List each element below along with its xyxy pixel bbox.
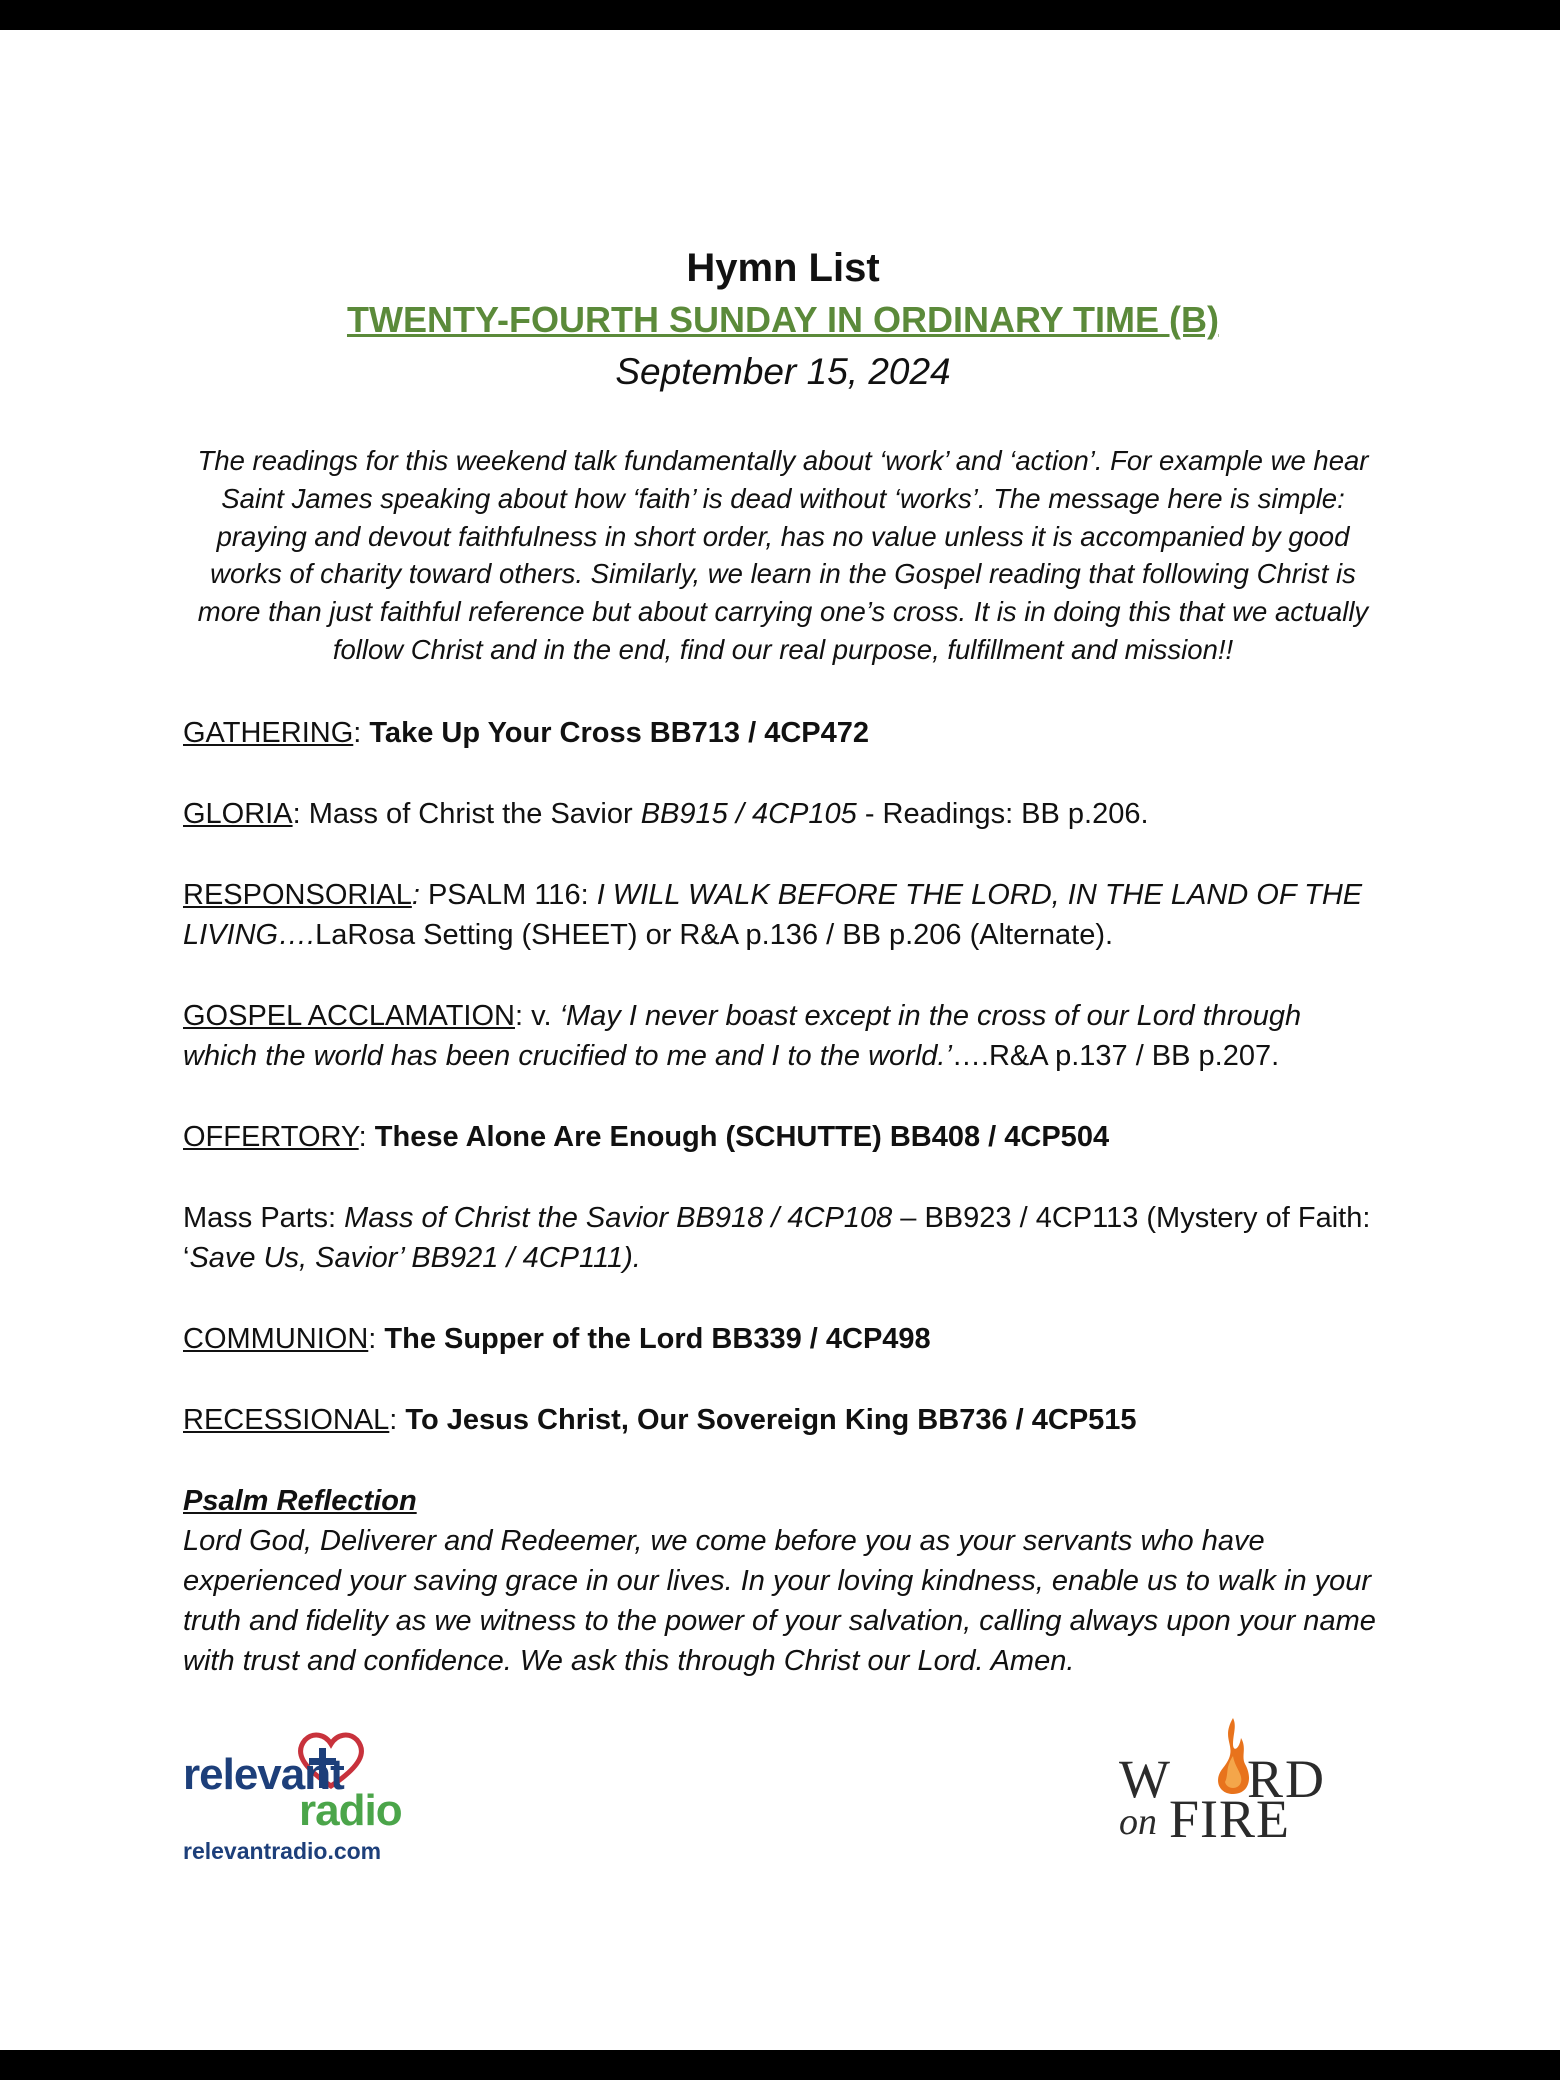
psalm-number: PSALM 116: <box>419 878 597 911</box>
mass-parts-label: Mass Parts: <box>183 1201 345 1234</box>
separator: : <box>292 797 309 830</box>
communion-hymn: The Supper of the Lord BB339 / 4CP498 <box>384 1322 931 1355</box>
separator: : <box>411 878 420 911</box>
intro-paragraph: The readings for this weekend talk fundamentally about ‘work’ and ‘action’. For example we hear Saint James speaking about how ‘faith’ is dead without ‘works’. The message here is simple: praying and devout faithfulness in short order, has no value unless it is accompanied by good works of charity toward others. Similarly, we learn in the Gospel reading that following Christ is more than just faithful reference but about carrying one’s cross. It is in doing this that we actually follow Christ and in the end, find our real purpose, fulfillment and mission!! <box>197 445 1369 665</box>
gathering-label: GATHERING <box>183 716 354 749</box>
reflection-title: Psalm Reflection <box>183 1484 417 1517</box>
document-page <box>0 30 1560 2050</box>
gathering-entry <box>183 713 1383 753</box>
offertory-hymn: These Alone Are Enough (SCHUTTE) BB408 / 4CP504 <box>374 1120 1110 1153</box>
gloria-text: Mass of Christ the Savior <box>308 797 641 830</box>
reflection-text: Lord God, Deliverer and Redeemer, we come before you as your servants who have experienced your saving grace in our lives. In your loving kindness, enable us to walk in your truth and fidelity as we witness to the power of your salvation, calling always upon your name with trust and confidence. We ask this through Christ our Lord. Amen. <box>183 1524 1376 1677</box>
communion-label: COMMUNION <box>183 1322 369 1355</box>
psalm-reflection <box>183 1481 1383 1681</box>
gospel-label: GOSPEL ACCLAMATION <box>183 999 515 1032</box>
mass-parts-entry <box>183 1198 1383 1278</box>
gloria-numbers: BB915 / 4CP105 <box>640 797 857 830</box>
gospel-reference: ….R&A p.137 / BB p.207. <box>951 1039 1280 1072</box>
separator: : v. <box>514 999 560 1032</box>
separator: : <box>358 1120 375 1153</box>
offertory-entry <box>183 1117 1383 1157</box>
gospel-verse: ‘May I never boast except in the cross of our Lord through which the world has been crucified to me and I to the world.’ <box>183 999 1302 1072</box>
word-on-fire-logo <box>1115 1712 1345 1852</box>
recessional-hymn: To Jesus Christ, Our Sovereign King BB736 / 4CP515 <box>405 1403 1137 1436</box>
logo-word-relevant: relevant <box>183 1750 344 1799</box>
psalm-response: I WILL WALK BEFORE THE LORD, IN THE LAND OF THE LIVING…. <box>183 878 1363 951</box>
separator: : <box>389 1403 406 1436</box>
page-title: Hymn List <box>686 246 880 290</box>
responsorial-label: RESPONSORIAL <box>183 878 412 911</box>
separator: : <box>368 1322 385 1355</box>
relevant-radio-logo <box>183 1730 443 1870</box>
separator: : <box>353 716 370 749</box>
recessional-label: RECESSIONAL <box>183 1403 390 1436</box>
communion-entry <box>183 1319 1383 1359</box>
sunday-title: TWENTY-FOURTH SUNDAY IN ORDINARY TIME (B) <box>346 299 1219 340</box>
gloria-entry <box>183 794 1383 834</box>
gathering-hymn: Take Up Your Cross BB713 / 4CP472 <box>369 716 870 749</box>
logo-url: relevantradio.com <box>183 1838 382 1864</box>
hymn-list-document <box>183 242 1383 1681</box>
gloria-readings: - Readings: BB p.206. <box>856 797 1149 830</box>
logo-word-on: on <box>1119 1801 1157 1843</box>
offertory-label: OFFERTORY <box>183 1120 359 1153</box>
logo-letter-w: W <box>1119 1749 1172 1809</box>
mass-setting: Mass of Christ the Savior BB918 / 4CP108 <box>344 1201 893 1234</box>
psalm-setting: LaRosa Setting (SHEET) or R&A p.136 / BB p.206 (Alternate). <box>315 918 1114 951</box>
logo-word-radio: radio <box>299 1786 402 1835</box>
gospel-acclamation-entry <box>183 996 1383 1076</box>
logo-word-fire: FIRE <box>1169 1789 1291 1849</box>
date-line: September 15, 2024 <box>615 351 951 392</box>
mass-parts-text: – BB923 / 4CP113 (Mystery of Faith: ‘ <box>183 1201 1371 1274</box>
logo-letters-rd: RD <box>1247 1749 1327 1809</box>
gloria-label: GLORIA <box>183 797 293 830</box>
recessional-entry <box>183 1400 1383 1440</box>
mystery-of-faith: Save Us, Savior’ BB921 / 4CP111). <box>189 1241 641 1274</box>
responsorial-entry <box>183 875 1383 955</box>
